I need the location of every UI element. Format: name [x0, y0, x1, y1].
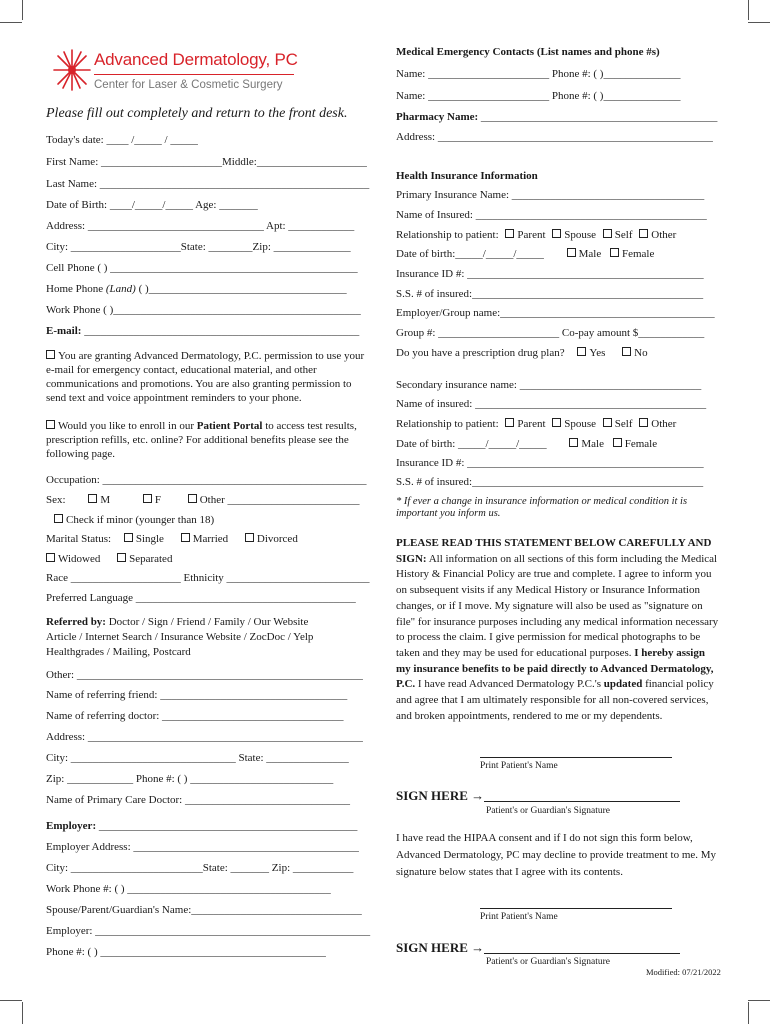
sex-f-checkbox[interactable] — [143, 494, 152, 503]
cell-phone-field[interactable]: Cell Phone ( ) _____________________________________________ — [46, 262, 358, 274]
other-checkbox[interactable] — [639, 229, 648, 238]
female-checkbox[interactable] — [610, 248, 619, 257]
employer-line: _______________________________________________ — [96, 820, 358, 832]
statement-updated: updated — [603, 678, 643, 691]
referring-doctor-field[interactable]: Name of referring doctor: _________________________________ — [46, 710, 344, 722]
spouse-label: Spouse — [564, 229, 597, 241]
portal-text-post: to access test results, prescription refills, etc. online? For additional benefits please see the following page. — [46, 420, 357, 460]
logo — [52, 44, 312, 100]
statement-text-2: I have read Advanced Dermatology P.C.'s — [415, 678, 604, 691]
drug-plan-field — [396, 347, 648, 360]
other-field[interactable]: Other: ____________________________________________________ — [46, 669, 363, 681]
insured-dob-field — [396, 248, 654, 261]
crop-mark — [0, 1000, 22, 1001]
crop-mark — [22, 1002, 23, 1024]
ss-insured-field[interactable]: S.S. # of insured:__________________________________________ — [396, 288, 704, 300]
signature-caption: Patient's or Guardian's Signature — [486, 806, 610, 816]
primary-insurance-field[interactable]: Primary Insurance Name: ___________________________________ — [396, 189, 705, 201]
language-field[interactable]: Preferred Language ________________________________________ — [46, 592, 356, 604]
self-label: Self — [614, 418, 633, 430]
signature-line-2[interactable] — [484, 953, 680, 954]
sex-f-label: F — [154, 494, 161, 506]
sex-m-label: M — [100, 494, 111, 506]
sex-field — [46, 494, 360, 507]
parent-checkbox[interactable] — [505, 229, 514, 238]
other-label: Other — [651, 229, 677, 241]
primary-care-field[interactable]: Name of Primary Care Doctor: ______________________________ — [46, 794, 350, 806]
no-label: No — [634, 347, 648, 359]
crop-mark — [0, 22, 22, 23]
employer-city-field[interactable]: City: ________________________State: _______ Zip: ___________ — [46, 862, 354, 874]
pharmacy-address-field[interactable]: Address: __________________________________________________ — [396, 131, 713, 143]
email-consent-text: You are granting Advanced Dermatology, P.C. permission to use your e-mail for emergency contact, educational material, and other communications and promotions. You are also granting permission to send text and voice appointment reminders to your phone. — [46, 350, 365, 404]
emergency-title: Medical Emergency Contacts (List names and phone #s) — [396, 46, 660, 58]
address-field[interactable]: Address: ________________________________ Apt: ____________ — [46, 220, 355, 232]
pharmacy-field[interactable] — [396, 111, 717, 124]
emergency-contact-2[interactable]: Name: ______________________ Phone #: ( )______________ — [396, 90, 681, 102]
secondary-insurance-field[interactable]: Secondary insurance name: _________________________________ — [396, 379, 702, 391]
divorced-label: Divorced — [256, 533, 298, 545]
email-label: E-mail: — [46, 325, 82, 337]
no-checkbox[interactable] — [622, 347, 631, 356]
portal-text-pre: Would you like to enroll in our — [58, 420, 197, 432]
print-name-line[interactable] — [480, 757, 672, 758]
referred-by — [46, 616, 308, 629]
other-label: Other — [651, 418, 677, 430]
parent-checkbox[interactable] — [505, 418, 514, 427]
statement-text-1: All information on all sections of this form including the Medical History & Financial Policy are true and complete. I agree to inform you on subsequent visits if any Medical History or Insurance Information changes, or if I move. My signature will also be used as "signature on file" for insurance purposes including any medical information necessary to process the claim. I give permission for medical photographs to be taken and they may be used for educational purposes. — [396, 552, 719, 659]
occupation-field[interactable]: Occupation: ________________________________________________ — [46, 474, 367, 486]
insured-dob-2-field — [396, 438, 657, 451]
brand-divider — [94, 74, 294, 75]
brand-name: Advanced Dermatology, PC — [94, 50, 298, 69]
group-number-field[interactable]: Group #: ______________________ Co-pay amount $____________ — [396, 327, 705, 339]
crop-mark — [748, 0, 749, 20]
referring-address-field[interactable]: Address: __________________________________________________ — [46, 731, 363, 743]
email-consent-checkbox[interactable] — [46, 350, 55, 359]
relationship-label: Relationship to patient: — [396, 229, 499, 241]
separated-label: Separated — [129, 553, 173, 565]
referred-options-1: Doctor / Sign / Friend / Family / Our Website — [105, 616, 309, 628]
sign-here-label-2: SIGN HERE → — [396, 940, 485, 955]
referred-label: Referred by: — [46, 616, 106, 628]
relationship-label: Relationship to patient: — [396, 418, 499, 430]
insurance-title: Health Insurance Information — [396, 170, 538, 182]
crop-mark — [748, 1002, 749, 1024]
print-name-caption-2: Print Patient's Name — [480, 912, 558, 922]
brand-subtitle: Center for Laser & Cosmetic Surgery — [94, 79, 283, 91]
employer-label: Employer: — [46, 820, 97, 832]
laser-burst-icon — [52, 48, 92, 92]
pharmacy-line: ___________________________________________ — [478, 111, 718, 123]
marital-label: Marital Status: — [46, 533, 112, 545]
separated-checkbox[interactable] — [117, 553, 126, 562]
yes-label: Yes — [589, 347, 606, 359]
insurance-id-field[interactable]: Insurance ID #: ___________________________________________ — [396, 268, 704, 280]
yes-checkbox[interactable] — [577, 347, 586, 356]
spouse-checkbox[interactable] — [552, 229, 561, 238]
insured-dob[interactable]: Date of birth:_____/_____/_____ — [396, 248, 544, 260]
divorced-checkbox[interactable] — [245, 533, 254, 542]
guardian-name-field[interactable]: Spouse/Parent/Guardian's Name:_______________________________ — [46, 904, 362, 916]
spouse-label: Spouse — [564, 418, 597, 430]
marital-status-2 — [46, 553, 172, 566]
sign-here-label: SIGN HERE → — [396, 788, 485, 803]
crop-mark — [22, 0, 23, 20]
self-checkbox[interactable] — [603, 229, 612, 238]
male-label: Male — [581, 438, 604, 450]
work-phone-number-field[interactable]: Work Phone #: ( ) _____________________________________ — [46, 883, 331, 895]
home-phone-line: ( )____________________________________ — [135, 283, 347, 295]
guardian-employer-field[interactable]: Employer: __________________________________________________ — [46, 925, 371, 937]
female-checkbox[interactable] — [613, 438, 622, 447]
self-checkbox[interactable] — [603, 418, 612, 427]
widowed-checkbox[interactable] — [46, 553, 55, 562]
minor-field — [54, 514, 214, 527]
insured-name-2-field[interactable]: Name of insured: __________________________________________ — [396, 398, 707, 410]
email-consent — [46, 349, 368, 405]
self-label: Self — [614, 229, 633, 241]
signature-caption-2: Patient's or Guardian's Signature — [486, 957, 610, 967]
print-name-line-2[interactable] — [480, 908, 672, 909]
parent-label: Parent — [517, 418, 546, 430]
portal-enroll — [46, 419, 376, 461]
print-name-caption: Print Patient's Name — [480, 761, 558, 771]
female-label: Female — [621, 248, 655, 260]
race-field[interactable]: Race ____________________ Ethnicity __________________________ — [46, 572, 370, 584]
other-checkbox[interactable] — [639, 418, 648, 427]
referred-options-3: Healthgrades / Mailing, Postcard — [46, 646, 191, 658]
married-checkbox[interactable] — [181, 533, 190, 542]
pharmacy-label: Pharmacy Name: — [396, 111, 479, 123]
email-field[interactable] — [46, 325, 359, 338]
insured-name-field[interactable]: Name of Insured: __________________________________________ — [396, 209, 707, 221]
instructions: Please fill out completely and return to the front desk. — [46, 106, 348, 121]
employer-field[interactable] — [46, 820, 357, 833]
statement-assign: I hereby assign my insurance benefits to be paid directly to Advanced Dermatology, P.C. — [396, 646, 714, 691]
statement-heading: PLEASE READ THIS STATEMENT BELOW CAREFULLY AND SIGN: — [396, 537, 712, 565]
home-phone-land: (Land) — [105, 283, 136, 295]
first-name-field[interactable]: First Name: ______________________Middle:____________________ — [46, 156, 367, 168]
sex-other-label: Other ________________________ — [199, 494, 360, 506]
parent-label: Parent — [517, 229, 546, 241]
minor-label: Check if minor (younger than 18) — [66, 514, 215, 526]
referred-options-2: Article / Internet Search / Insurance Website / ZocDoc / Yelp — [46, 631, 314, 643]
drug-plan-label: Do you have a prescription drug plan? — [396, 347, 565, 359]
referring-city-field[interactable]: City: ______________________________ State: _______________ — [46, 752, 349, 764]
last-name-field[interactable]: Last Name: _________________________________________________ — [46, 178, 370, 190]
minor-checkbox[interactable] — [54, 514, 63, 523]
signature-line[interactable] — [484, 801, 680, 802]
referring-friend-field[interactable]: Name of referring friend: __________________________________ — [46, 689, 348, 701]
sex-m-checkbox[interactable] — [88, 494, 97, 503]
emergency-contact-1[interactable]: Name: ______________________ Phone #: ( )______________ — [396, 68, 681, 80]
crop-mark — [748, 1000, 770, 1001]
portal-checkbox[interactable] — [46, 420, 55, 429]
city-field[interactable]: City: ____________________State: ________Zip: ______________ — [46, 241, 351, 253]
group-name-field[interactable]: Employer/Group name:_______________________________________ — [396, 307, 715, 319]
insurance-notice: * If ever a change in insurance information or medical condition it is important you inform us. — [396, 496, 688, 519]
male-checkbox[interactable] — [569, 438, 578, 447]
modified-date: Modified: 07/21/2022 — [646, 967, 721, 977]
insurance-id-2-field[interactable]: Insurance ID #: ___________________________________________ — [396, 457, 704, 469]
female-label: Female — [624, 438, 658, 450]
email-line: __________________________________________________ — [81, 325, 360, 337]
marital-status — [46, 533, 298, 546]
single-checkbox[interactable] — [124, 533, 133, 542]
statement-text-3: financial policy and agree that I am ultimately responsible for all non-covered services, and broken appointments, rendered to me or my dependents. — [396, 678, 714, 722]
insured-dob-2[interactable]: Date of birth: _____/_____/_____ — [396, 438, 547, 450]
male-label: Male — [578, 248, 602, 260]
sex-other-checkbox[interactable] — [188, 494, 197, 503]
home-phone-field[interactable] — [46, 283, 347, 296]
ss-insured-2-field[interactable]: S.S. # of insured:__________________________________________ — [396, 476, 704, 488]
male-checkbox[interactable] — [567, 248, 576, 257]
date-of-birth-field[interactable]: Date of Birth: ____/_____/_____ Age: _______ — [46, 199, 258, 211]
employer-address-field[interactable]: Employer Address: _________________________________________ — [46, 841, 359, 853]
relationship-field — [396, 229, 676, 242]
spouse-checkbox[interactable] — [552, 418, 561, 427]
widowed-label: Widowed — [58, 553, 101, 565]
married-label: Married — [192, 533, 229, 545]
todays-date-field[interactable]: Today's date: ____ /_____ / _____ — [46, 134, 198, 146]
portal-text-bold: Patient Portal — [196, 420, 263, 432]
single-label: Single — [135, 533, 164, 545]
guardian-phone-field[interactable]: Phone #: ( ) _________________________________________ — [46, 946, 326, 958]
sex-label: Sex: — [46, 494, 66, 506]
home-phone-label: Home Phone — [46, 283, 106, 295]
work-phone-field[interactable]: Work Phone ( )_____________________________________________ — [46, 304, 361, 316]
relationship-2-field — [396, 418, 676, 431]
hipaa-statement: I have read the HIPAA consent and if I do not sign this form below, Advanced Dermatology, PC may decline to provide treatment to me. My signature below states that I agree with its contents. — [396, 832, 717, 878]
referring-zip-field[interactable]: Zip: ____________ Phone #: ( ) __________________________ — [46, 773, 334, 785]
statement — [396, 536, 722, 724]
crop-mark — [748, 22, 770, 23]
